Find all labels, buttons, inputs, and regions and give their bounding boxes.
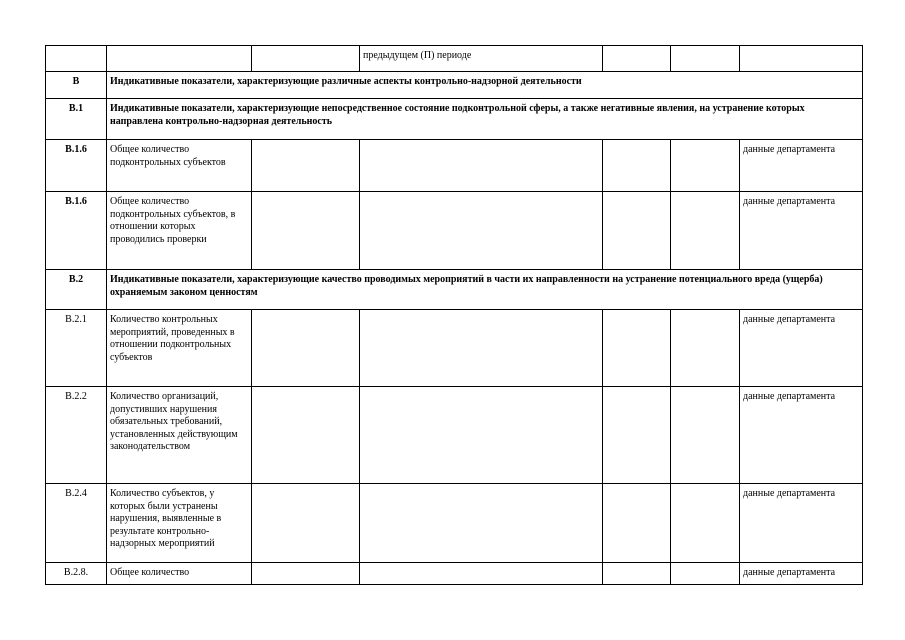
section-row xyxy=(46,72,863,99)
cell-empty xyxy=(671,310,740,387)
section-title: Индикативные показатели, характеризующие непосредственное состояние подконтрольной сферы, а также негативные явления, на устранение которых направлена контрольно-надзорная деятельность xyxy=(107,99,863,140)
table-row xyxy=(46,310,863,387)
cell-empty xyxy=(603,46,671,72)
cell-empty xyxy=(740,46,863,72)
cell-empty xyxy=(603,192,671,270)
section-code: В xyxy=(46,72,107,99)
cell-period-text: предыдущем (П) периоде xyxy=(360,46,603,72)
row-source: данные департамента xyxy=(740,484,863,563)
cell-empty xyxy=(252,192,360,270)
cell-empty xyxy=(671,563,740,585)
cell-empty xyxy=(107,46,252,72)
section-row xyxy=(46,270,863,310)
cell-empty xyxy=(603,563,671,585)
table-row xyxy=(46,46,863,72)
row-code: В.1.6 xyxy=(46,140,107,192)
table-row xyxy=(46,387,863,484)
cell-empty xyxy=(360,387,603,484)
row-source: данные департамента xyxy=(740,140,863,192)
section-title: Индикативные показатели, характеризующие различные аспекты контрольно-надзорной деятельности xyxy=(107,72,863,99)
row-source: данные департамента xyxy=(740,192,863,270)
cell-empty xyxy=(603,140,671,192)
cell-empty xyxy=(252,310,360,387)
cell-empty xyxy=(252,563,360,585)
section-title: Индикативные показатели, характеризующие качество проводимых мероприятий в части их направленности на устранение потенциального вреда (ущерба) охраняемым законом ценностям xyxy=(107,270,863,310)
cell-empty xyxy=(671,46,740,72)
cell-empty xyxy=(252,387,360,484)
cell-empty xyxy=(360,140,603,192)
table-row xyxy=(46,484,863,563)
row-source: данные департамента xyxy=(740,387,863,484)
cell-empty xyxy=(671,484,740,563)
table-row xyxy=(46,192,863,270)
cell-empty xyxy=(252,140,360,192)
row-source: данные департамента xyxy=(740,563,863,585)
indicators-table xyxy=(45,45,863,585)
row-name: Количество субъектов, у которых были устранены нарушения, выявленные в результате контрольно-надзорных мероприятий xyxy=(107,484,252,563)
row-code: В.1.6 xyxy=(46,192,107,270)
cell-empty xyxy=(671,140,740,192)
table-row xyxy=(46,563,863,585)
section-code: В.1 xyxy=(46,99,107,140)
cell-empty xyxy=(46,46,107,72)
section-code: В.2 xyxy=(46,270,107,310)
cell-empty xyxy=(671,192,740,270)
cell-empty xyxy=(671,387,740,484)
section-row xyxy=(46,99,863,140)
row-name: Общее количество подконтрольных субъектов, в отношении которых проводились проверки xyxy=(107,192,252,270)
row-name: Количество контрольных мероприятий, проведенных в отношении подконтрольных субъектов xyxy=(107,310,252,387)
row-code: В.2.4 xyxy=(46,484,107,563)
row-code: В.2.8. xyxy=(46,563,107,585)
cell-empty xyxy=(252,484,360,563)
cell-empty xyxy=(360,310,603,387)
cell-empty xyxy=(360,192,603,270)
cell-empty xyxy=(252,46,360,72)
row-code: В.2.1 xyxy=(46,310,107,387)
row-source: данные департамента xyxy=(740,310,863,387)
cell-empty xyxy=(603,387,671,484)
row-name: Общее количество подконтрольных субъектов xyxy=(107,140,252,192)
cell-empty xyxy=(603,310,671,387)
cell-empty xyxy=(603,484,671,563)
cell-empty xyxy=(360,484,603,563)
row-name: Количество организаций, допустивших нарушения обязательных требований, установленных действующим законодательством xyxy=(107,387,252,484)
table-row xyxy=(46,140,863,192)
row-name: Общее количество xyxy=(107,563,252,585)
cell-empty xyxy=(360,563,603,585)
row-code: В.2.2 xyxy=(46,387,107,484)
